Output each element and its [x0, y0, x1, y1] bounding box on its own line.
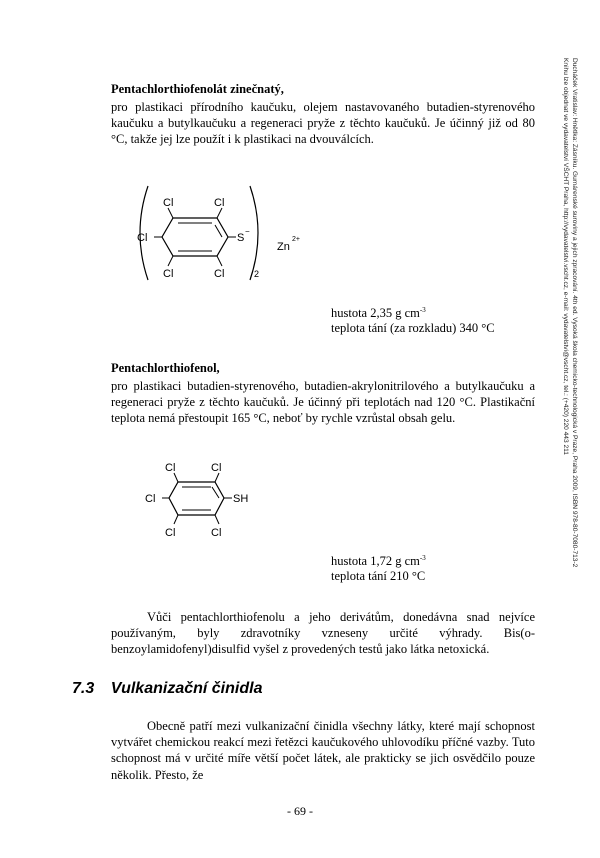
side-citation-line2: Knihu lze objednat ve vydavatelství VŠCHT Praha, http://vydavatelstvi.vscht.cz, e-mail: vydavatelstvi@vscht.cz, tel.: (+420) 220 443 211	[562, 58, 569, 455]
toxicity-paragraph: Vůči pentachlorthiofenolu a jeho derivátům, donedávna snad nejvíce používaným, byly zdravotníky vzneseny určité výhrady. Bis(o-benzoylamidofenyl)disulfid vyšel z provedených testů jako látka netoxická.	[111, 610, 535, 657]
zinc-ion	[275, 232, 315, 254]
section-title: Vulkanizační činidla	[110, 680, 263, 697]
cl-label: Cl	[211, 527, 222, 539]
s-charge: −	[245, 227, 250, 236]
compound1-structure	[130, 178, 280, 288]
page-number: - 69 -	[287, 804, 313, 818]
benzene-ring	[162, 218, 228, 256]
sh-label: SH	[233, 493, 249, 505]
cl-label: Cl	[137, 232, 148, 244]
side-citation-line1: Ducháček Vratislav: Hnětlka: Zásníku. Gumárenské suroviny a jejich zpracování. 4th ed. Vysoká škola chemicko-technologická v Praze, Praha 2009, ISBN 978-80-7080-713-2	[571, 58, 578, 568]
compound2-title: Pentachlorthiofenol,	[111, 361, 220, 375]
compound2-text: pro plastikaci butadien-styrenového, butadien-akrylonitrilového a butylkaučuku a regeneraci pryže z těchto kaučuků. Je účinný při teplotách nad 120 °C. Plastikační teplota nemá přestoupit 165 °C, neboť by rychle vzrůstal obsah gelu.	[111, 379, 535, 426]
section-heading	[72, 680, 262, 698]
zn-charge: 2+	[292, 236, 300, 243]
s-label: S	[237, 232, 245, 244]
section-paragraph: Obecně patří mezi vulkanizační činidla všechny látky, které mají schopnost vytvářet chemickou reakcí mezi řetězci kaučukového uhlovodíku příčné vazby. Tuto schopnost má v určité míře větší počet látek, ale prakticky se jich osvědčilo pouze několik. Přesto, že	[111, 719, 535, 782]
cl-label: Cl	[214, 197, 225, 209]
compound2-structure	[145, 458, 265, 548]
compound1-text: pro plastikaci přírodního kaučuku, olejem nastavovaného butadien-styrenového kaučuku a butylkaučuku a regeneraci pryže z těchto kaučuků. Je účinný již od 80 °C, takže jej lze použít i k plastikaci na dvouválcích.	[111, 100, 535, 147]
density-text: hustota 2,35 g cm	[331, 306, 420, 321]
compound1-melting: teplota tání (za rozkladu) 340 °C	[331, 321, 495, 335]
zn-label: Zn	[277, 241, 290, 253]
density-exponent: -3	[419, 306, 426, 314]
compound1-title: Pentachlorthiofenolát zinečnatý,	[111, 82, 284, 96]
cl-label: Cl	[165, 462, 176, 474]
cl-label: Cl	[163, 197, 174, 209]
cl-label: Cl	[211, 462, 222, 474]
side-citation	[561, 58, 579, 858]
bracket-subscript: 2	[254, 269, 260, 279]
compound2-melting: teplota tání 210 °C	[331, 569, 426, 583]
section-number: 7.3	[72, 680, 95, 697]
density-exponent: -3	[419, 554, 426, 562]
bracket-right	[250, 186, 258, 280]
cl-label: Cl	[165, 527, 176, 539]
density-text: hustota 1,72 g cm	[331, 554, 420, 569]
cl-label: Cl	[214, 268, 225, 280]
cl-label: Cl	[163, 268, 174, 280]
cl-label: Cl	[145, 493, 156, 505]
